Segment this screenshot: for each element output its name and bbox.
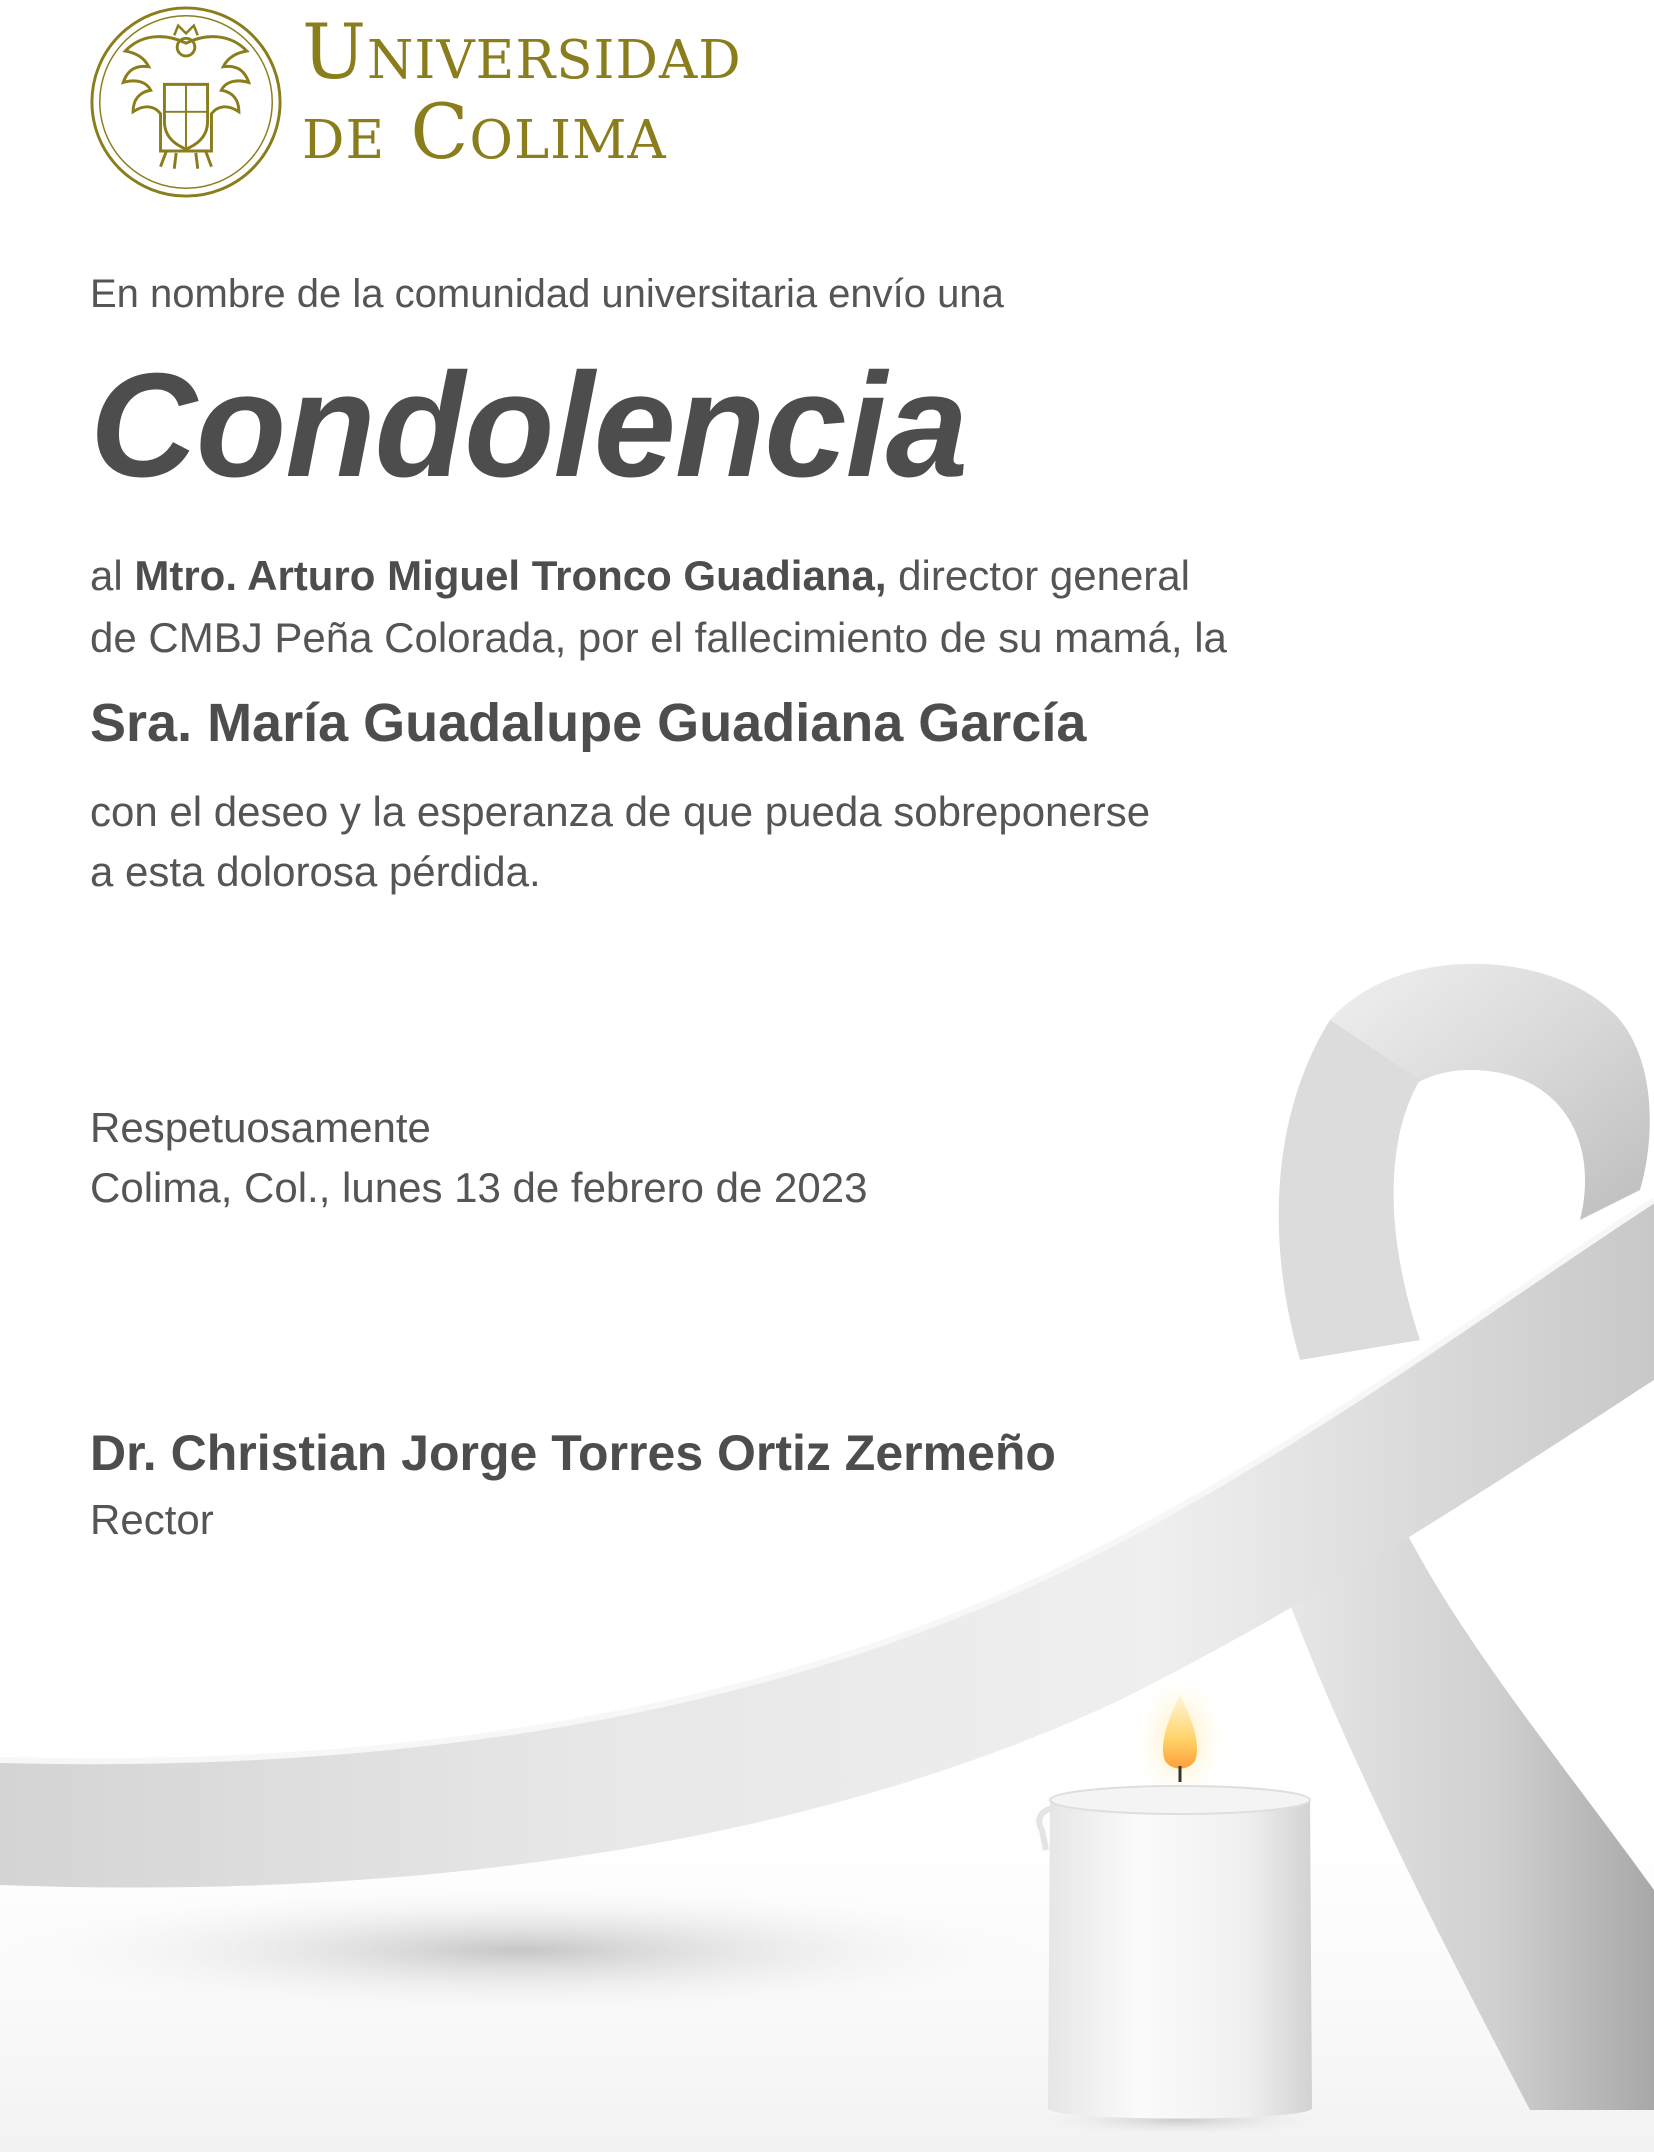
signer-name: Dr. Christian Jorge Torres Ortiz Zermeño [90,1425,1056,1481]
page-title: Condolencia [90,343,968,508]
salutation: Respetuosamente [90,1104,431,1151]
recipient-line-2: de CMBJ Peña Colorada, por el fallecimiento de su mamá, la [90,614,1227,661]
recipient-prefix: al [90,552,135,599]
recipient-line-1 [90,545,1227,607]
recipient-name: Mtro. Arturo Miguel Tronco Guadiana, [134,552,887,599]
intro-line: En nombre de la comunidad universitaria envío una [90,272,1004,316]
wish-line-1: con el deseo y la esperanza de que pueda sobreponerse [90,788,1151,835]
signer-title: Rector [90,1496,214,1543]
lit-candle-icon [1000,1680,1360,2140]
wish-line-2: a esta dolorosa pérdida. [90,848,541,895]
closing-block [90,1098,867,1218]
logo-line-2: de Colima [302,87,667,176]
logo-line-1: Universidad [302,7,742,96]
university-wordmark [302,7,742,176]
deceased-name: Sra. María Guadalupe Guadiana García [90,693,1087,753]
recipient-paragraph [90,545,1227,669]
recipient-role: director general [886,552,1190,599]
university-seal-icon [88,4,284,200]
wish-paragraph [90,782,1150,902]
place-date: Colima, Col., lunes 13 de febrero de 2023 [90,1164,868,1211]
